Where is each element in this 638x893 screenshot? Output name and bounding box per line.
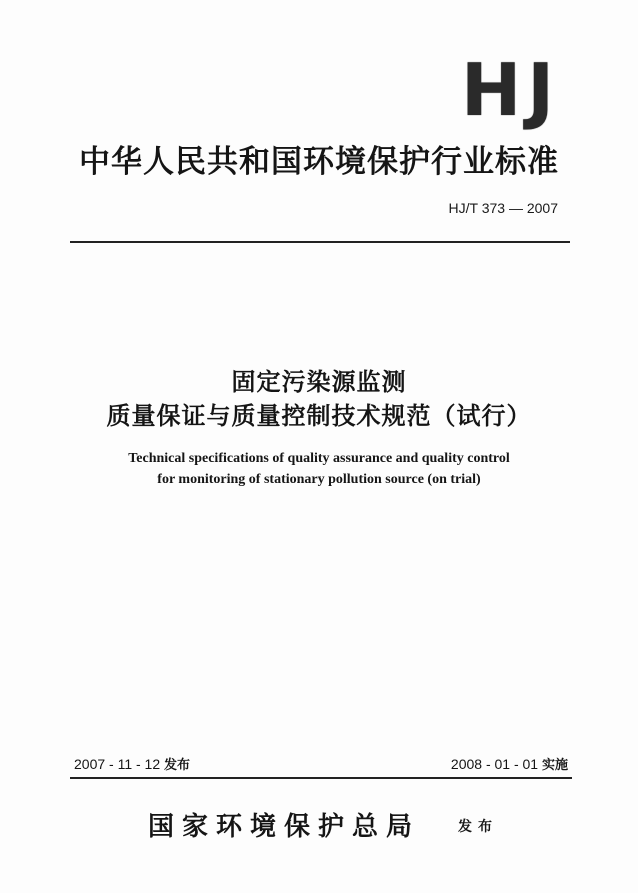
effective-date-row [451, 754, 568, 773]
issuing-authority: 国家环境保护总局 [148, 812, 421, 842]
issue-date-suffix: 发布 [164, 758, 191, 773]
footer-divider [70, 777, 572, 779]
standard-number: HJ/T 373 — 2007 [448, 200, 558, 216]
issue-date: 2007 - 11 - 12 [74, 756, 161, 772]
issue-word: 发布 [458, 819, 498, 835]
chinese-title-line-2: 质量保证与质量控制技术规范（试行） [106, 402, 532, 430]
header-divider [70, 241, 570, 243]
english-title-line-1: Technical specifications of quality assurance and quality control [128, 451, 510, 466]
effective-date-suffix: 实施 [541, 758, 568, 773]
english-title-line-2: for monitoring of stationary pollution source (on trial) [157, 472, 481, 487]
issue-date-row [74, 754, 190, 773]
chinese-title-line-1: 固定污染源监测 [231, 368, 407, 396]
industry-standard-title: 中华人民共和国环境保护行业标准 [79, 144, 559, 180]
effective-date: 2008 - 01 - 01 [450, 756, 539, 772]
hj-logo: HJ [460, 48, 560, 132]
